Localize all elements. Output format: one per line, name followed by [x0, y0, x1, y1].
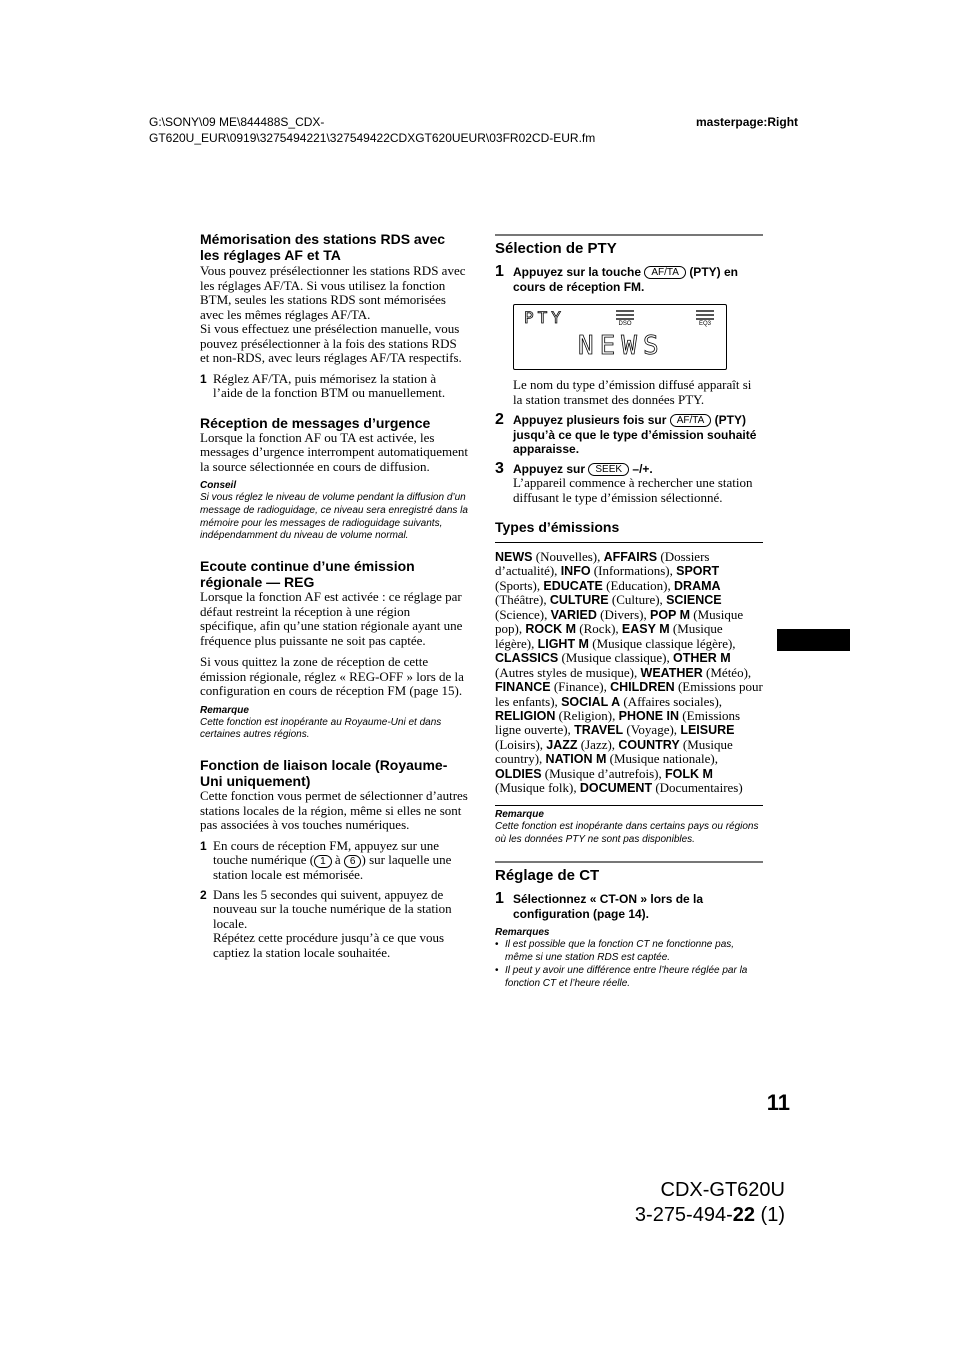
program-type-code: NEWS — [495, 550, 533, 564]
lcd-main-text: NEWS — [578, 331, 665, 361]
program-type-code: PHONE IN — [618, 708, 680, 723]
program-type-code: ROCK M — [525, 622, 577, 637]
program-type-desc: (Rock), — [576, 621, 622, 637]
program-type-desc: (Culture), — [608, 592, 667, 608]
note-text: Cette fonction est inopérante au Royaume-Uni et dans certaines autres régions. — [200, 716, 442, 741]
section-title: Mémorisation des stations RDS avec les réglages AF et TA — [200, 231, 446, 263]
eq3-icon — [696, 310, 714, 328]
program-types-list — [495, 550, 763, 796]
program-type-code: SCIENCE — [666, 593, 722, 608]
program-type-code: TRAVEL — [574, 723, 624, 738]
item-number: 1 — [200, 371, 207, 386]
note-item: • Il peut y avoir une différence entre l’heure réglée par la fonction CT et l’heure réelle. — [495, 965, 763, 991]
file-path — [149, 114, 595, 146]
program-type-desc: (Autres styles de musique), — [495, 664, 641, 680]
program-type-desc: (Science), — [495, 606, 551, 622]
step-text: Appuyez sur la touche — [513, 265, 642, 279]
item-text: à — [331, 852, 344, 868]
item-text: Répétez cette procédure jusqu’à ce que vous captiez la station locale souhaitée. — [213, 930, 445, 960]
tip-text: Si vous réglez le niveau de volume pendant la diffusion d’un message de radioguidage, ce niveau sera enregistré dans la mémoire pour les messages de radioguidage suivants, indépendamment du niveau de volume normal. — [200, 492, 468, 542]
program-type-desc: (Religion), — [555, 707, 619, 723]
program-type-code: CULTURE — [549, 593, 609, 608]
note-text: Cette fonction est inopérante dans certains pays ou régions où les données PTY ne sont pas disponibles. — [495, 820, 759, 845]
section-rds-memory — [200, 231, 468, 401]
paragraph: Le nom du type d’émission diffusé apparaît si la station transmet des données PTY. — [513, 377, 752, 407]
chapter-tab — [777, 629, 850, 651]
seek-button: SEEK — [588, 463, 629, 476]
step-1 — [495, 892, 763, 921]
section-reg — [200, 558, 468, 742]
program-type-code: WEATHER — [640, 665, 703, 680]
item-text: ) sur laquelle une station locale est mémorisée. — [213, 852, 452, 883]
notes-title: Remarques — [495, 927, 550, 939]
program-type-code: CLASSICS — [495, 651, 559, 666]
step-number: 3 — [495, 459, 504, 477]
program-type-code: INFO — [560, 564, 591, 579]
list-item — [200, 888, 468, 961]
left-column — [200, 231, 468, 960]
eq3-icon-label: EQ3 — [698, 321, 711, 327]
program-type-desc: (Jazz), — [577, 736, 619, 752]
program-type-desc: (Musique classique), — [558, 650, 674, 666]
program-type-desc: (Informations), — [590, 563, 677, 579]
paragraph: Cette fonction vous permet de sélectionner d’autres stations locales de la région, même si elles ne sont pas associées à vos touches numériques. — [200, 788, 468, 833]
program-type-code: DRAMA — [674, 578, 721, 593]
program-type-code: NATION M — [545, 752, 607, 767]
program-type-desc: (Documentaires) — [652, 780, 743, 796]
lcd-display — [513, 304, 727, 370]
section-title: Fonction de liaison locale (Royaume-Uni uniquement) — [200, 757, 448, 790]
program-type-desc: (Loisirs), — [495, 736, 547, 752]
program-type-desc: (Musique classique légère), — [588, 635, 736, 651]
model-number: CDX-GT620U — [660, 1179, 785, 1201]
section-rule — [495, 234, 763, 236]
item-text: Réglez AF/TA, puis mémorisez la station à l’aide de la fonction BTM ou manuellement. — [213, 370, 446, 400]
paragraph: Lorsque la fonction AF ou TA est activée, les messages d’urgence interrompent automatiquement la source sélectionnée en cours de diffusion. — [200, 429, 468, 474]
item-number: 2 — [200, 887, 207, 902]
section-rule — [495, 805, 763, 806]
masterpage-label: masterpage:Right — [696, 115, 799, 129]
program-type-desc: (Voyage), — [623, 722, 681, 738]
section-title: Ecoute continue d’une émission régionale — REG — [200, 558, 415, 591]
program-type-desc: (Nouvelles), — [532, 549, 604, 564]
dso-icon-label: DSO — [618, 321, 632, 327]
program-type-code: RELIGION — [495, 708, 556, 723]
program-type-desc: (Météo), — [702, 664, 752, 680]
lcd-top-text: PTY — [524, 308, 565, 327]
program-type-desc: (Affaires sociales), — [620, 693, 723, 709]
item-text: Dans les 5 secondes qui suivent, appuyez de nouveau sur la touche numérique de la station locale. — [213, 886, 452, 931]
section-rule — [495, 861, 763, 863]
section-title: Sélection de PTY — [495, 240, 617, 257]
step-number: 1 — [495, 263, 504, 280]
section-local-link — [200, 757, 468, 960]
program-type-code: AFFAIRS — [603, 550, 658, 564]
program-type-desc: (Sports), — [495, 577, 544, 593]
step-text: Appuyez sur — [513, 461, 586, 476]
item-text: En cours de réception FM, appuyez sur une touche numérique ( — [213, 837, 439, 868]
af-ta-button: AF/TA — [644, 266, 686, 279]
part-code — [600, 1203, 785, 1228]
program-type-code: OLDIES — [495, 766, 542, 781]
program-type-code: LIGHT M — [537, 636, 589, 651]
program-type-code: DOCUMENT — [579, 781, 653, 796]
program-type-desc: (Musique d’autrefois), — [541, 765, 666, 781]
section-title: Réglage de CT — [495, 867, 600, 885]
program-type-desc: (Finance), — [550, 679, 611, 695]
program-type-desc: (Emissions pour les enfants), — [495, 679, 763, 709]
program-type-code: FOLK M — [665, 766, 713, 781]
part-code-c: (1) — [755, 1204, 785, 1226]
tip-title: Conseil — [200, 480, 237, 491]
program-type-code: EDUCATE — [543, 578, 603, 593]
note-item: • Il est possible que la fonction CT ne fonctionne pas, même si une station RDS est captée. — [495, 939, 763, 965]
af-ta-button: AF/TA — [670, 414, 712, 427]
section-title: Types d’émissions — [495, 519, 620, 535]
dso-icon — [616, 310, 634, 328]
item-number: 1 — [200, 838, 207, 853]
step-text: Appuyez plusieurs fois sur — [513, 413, 667, 427]
step-number: 1 — [495, 890, 504, 908]
program-type-desc: (Musique légère), — [495, 621, 723, 651]
program-type-desc: (Théâtre), — [495, 592, 550, 608]
note-title: Remarque — [495, 808, 544, 820]
program-type-code: CHILDREN — [610, 680, 675, 695]
program-type-code: POP M — [649, 607, 691, 622]
paragraph: Si vous quittez la zone de réception de cette émission régionale, réglez « REG-OFF » lors de la configuration en cours de réception FM (page 15). — [200, 654, 464, 699]
note-title: Remarque — [200, 704, 249, 716]
paragraph: L’appareil commence à rechercher une station diffusant le type d’émission sélectionné. — [513, 475, 753, 505]
list-item — [200, 372, 468, 401]
part-code-a: 3-275-494- — [634, 1204, 733, 1226]
program-type-desc: (Emissions ligne ouverte), — [495, 707, 741, 738]
step-2 — [495, 413, 763, 457]
program-type-code: FINANCE — [495, 680, 551, 695]
step-text: (PTY) en cours de réception FM. — [513, 265, 738, 294]
step-text: Sélectionnez « CT-ON » lors de la configuration (page 14). — [513, 892, 704, 921]
paragraph: Lorsque la fonction AF est activée : ce réglage par défaut restreint la réception à une région spécifique, afin qu’une station régionale ayant une fréquence plus puissante ne soit pas captée. — [200, 589, 463, 648]
program-type-desc: (Musique nationale), — [606, 751, 718, 767]
section-emergency — [200, 415, 468, 544]
program-type-code: JAZZ — [546, 737, 578, 752]
step-text: (PTY) jusqu’à ce que le type d’émission souhaité apparaisse. — [513, 413, 757, 456]
program-type-desc: (Divers), — [596, 606, 650, 622]
paragraph: Si vous effectuez une présélection manuelle, vous pouvez présélectionner à la fois des stations RDS et non-RDS, avec leurs réglages AF/TA respectifs. — [200, 321, 462, 365]
program-type-code: SPORT — [676, 564, 720, 579]
preset-key-1: 1 — [314, 855, 332, 868]
section-title: Réception de messages d’urgence — [200, 414, 431, 431]
part-code-b: 22 — [732, 1204, 755, 1226]
program-type-desc: (Musique pop), — [495, 606, 744, 637]
preset-key-6: 6 — [344, 855, 362, 868]
program-type-desc: (Education), — [602, 577, 675, 593]
model-block — [600, 1178, 785, 1228]
program-type-code: EASY M — [621, 622, 670, 637]
file-path-line1: G:\SONY\09 ME\844488S_CDX- — [149, 115, 325, 129]
step-text: –/+. — [632, 461, 653, 476]
page-number: 11 — [766, 1090, 790, 1115]
paragraph: Vous pouvez présélectionner les stations RDS avec les réglages AF/TA. Si vous utilisez la fonction BTM, seules les stations RDS sont mémorisées avec les mêmes réglages AF/TA. — [200, 263, 466, 322]
step-3 — [495, 459, 763, 506]
program-type-code: OTHER M — [673, 651, 731, 666]
step-number: 2 — [495, 411, 504, 428]
program-type-code: LEISURE — [680, 723, 735, 738]
section-rule — [495, 542, 763, 543]
program-type-desc: (Dossiers d’actualité), — [495, 549, 710, 579]
step-1 — [495, 265, 763, 294]
program-type-desc: (Musique country), — [495, 736, 733, 767]
file-path-line2: GT620U_EUR\0919\3275494221\327549422CDXGT620UEUR\03FR02CD-EUR.fm — [149, 131, 596, 145]
program-type-code: VARIED — [550, 607, 597, 622]
right-column — [495, 234, 763, 990]
program-type-code: SOCIAL A — [561, 694, 621, 709]
program-type-code: COUNTRY — [618, 737, 680, 752]
list-item — [200, 839, 468, 883]
program-type-desc: (Musique folk), — [495, 780, 580, 796]
